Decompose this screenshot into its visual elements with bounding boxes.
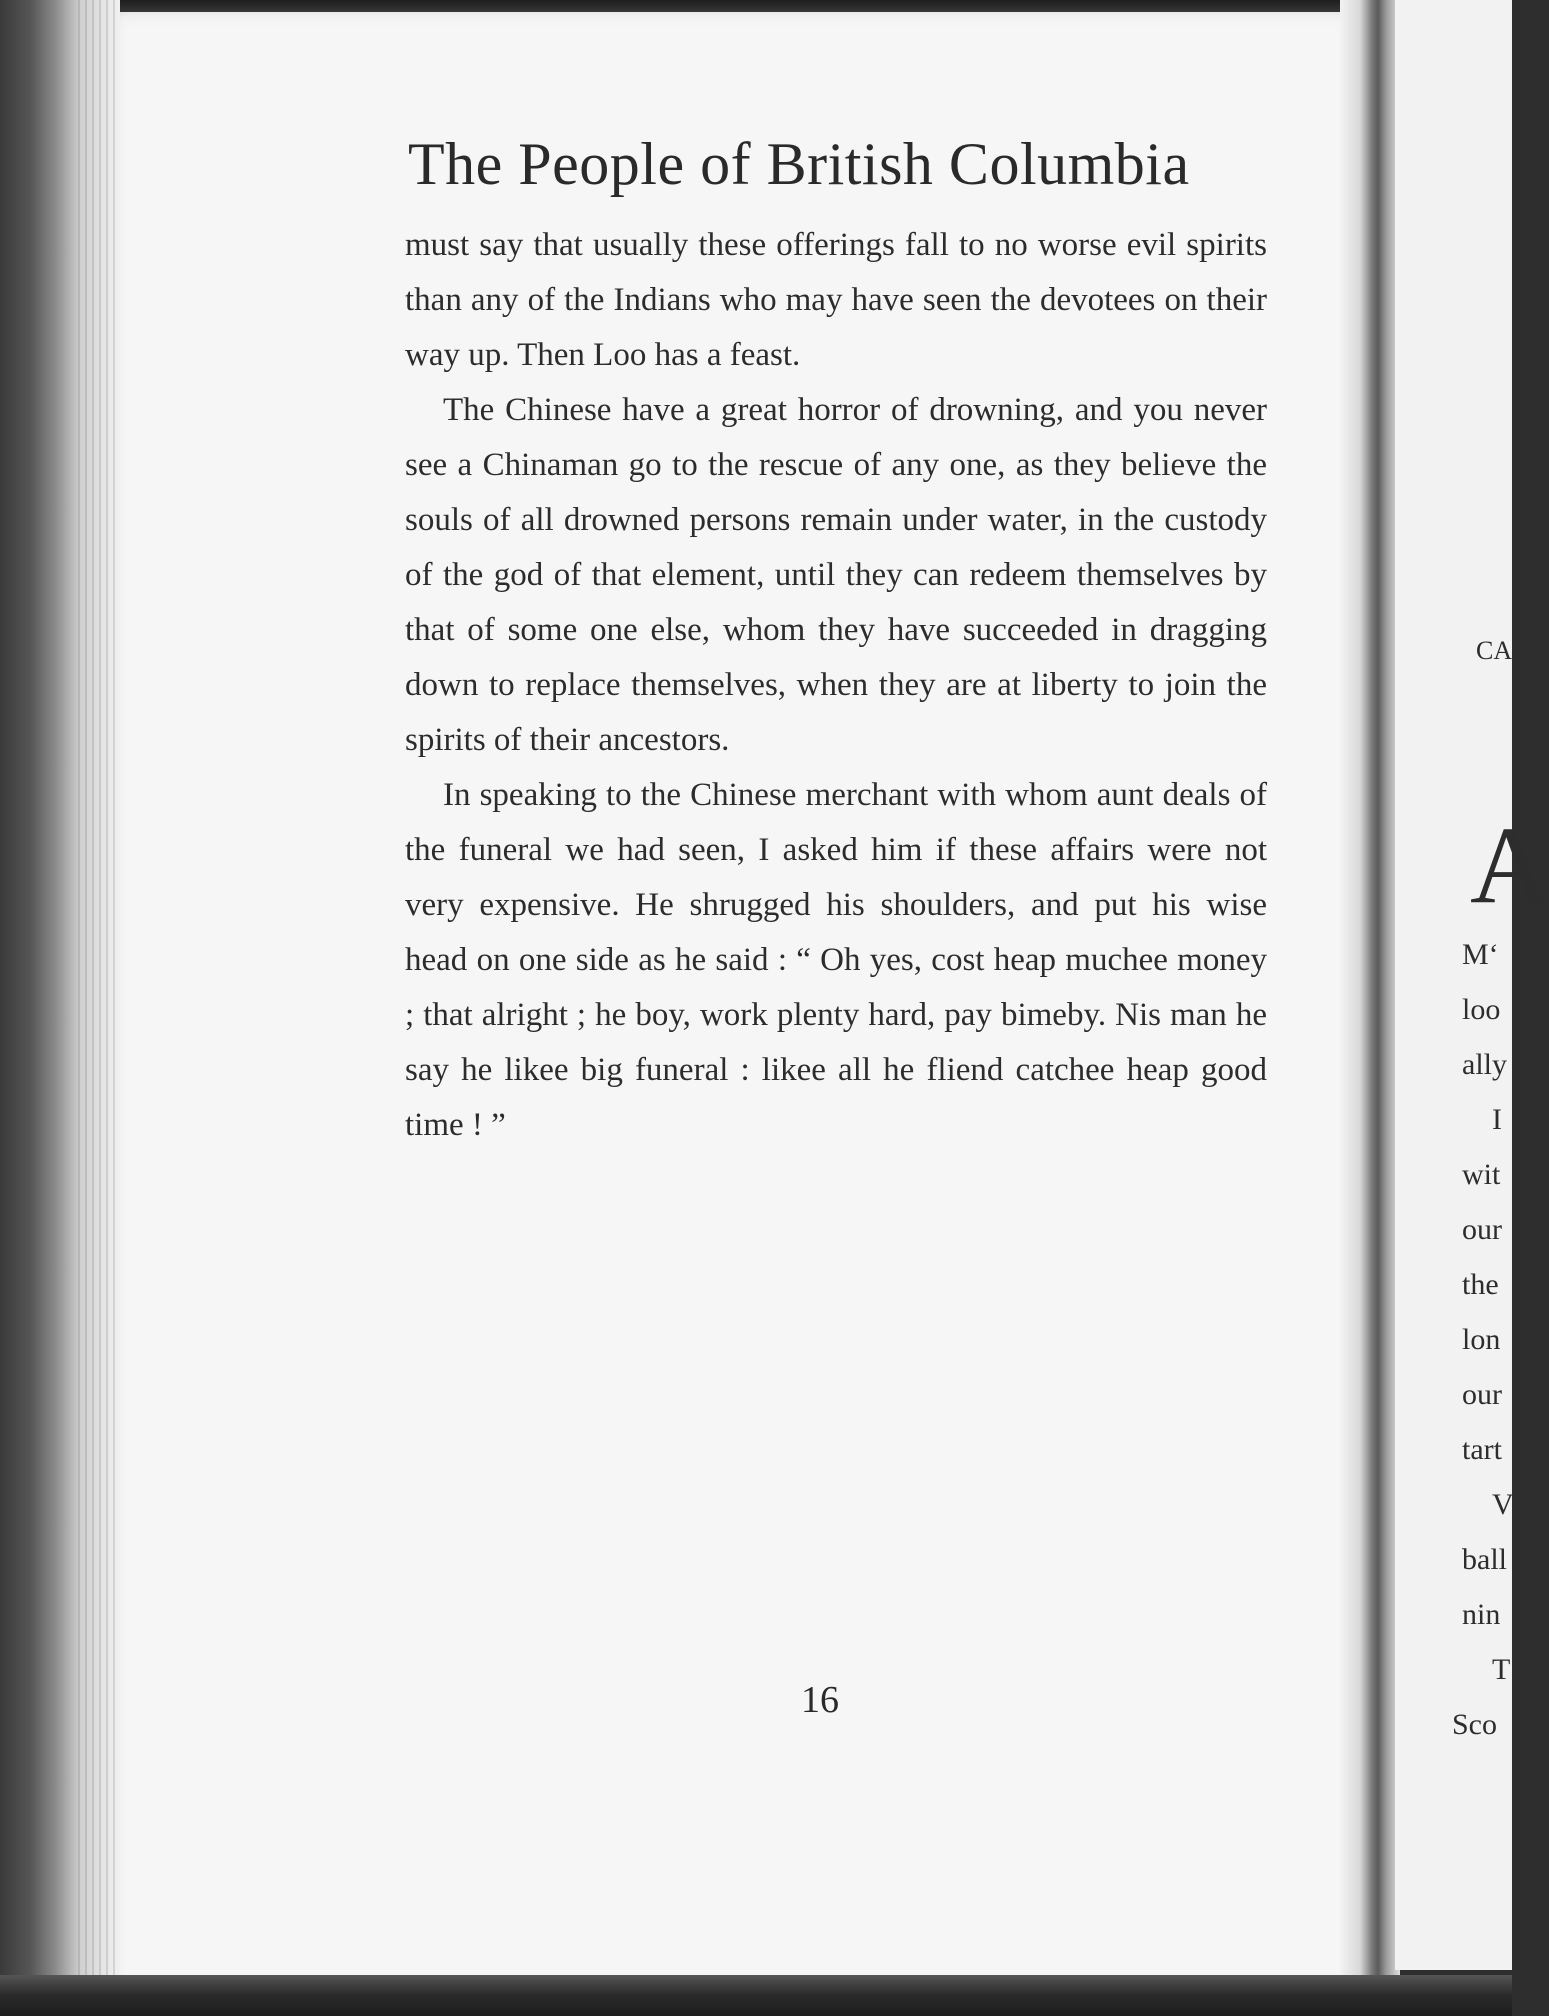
right-page-line-fragment: ball — [1462, 1543, 1507, 1576]
right-page-line-fragment: the — [1462, 1268, 1499, 1301]
right-page-line-fragment: ally — [1462, 1048, 1507, 1081]
right-page-line-fragment: T — [1492, 1653, 1511, 1686]
paragraph-1: must say that usually these offerings fall to no worse evil spirits than any of the Indians who may have seen the devotees on their way up. Then Loo has a feast. — [405, 227, 1267, 373]
page-edges — [78, 0, 118, 2016]
right-page-heading-fragment: CA — [1476, 636, 1513, 665]
book-gutter — [1340, 0, 1400, 2016]
right-page-line-fragment: our — [1462, 1378, 1502, 1411]
running-head: The People of British Columbia — [408, 131, 1190, 197]
scan-bottom-border — [0, 1975, 1512, 2016]
right-page-line-fragment: lon — [1462, 1323, 1501, 1356]
body-text — [405, 218, 1267, 1153]
right-page-line-fragment: nin — [1462, 1598, 1501, 1631]
page-number: 16 — [801, 1679, 839, 1721]
right-page-line-fragment: wit — [1462, 1158, 1501, 1191]
right-page-line-fragment: Sco — [1452, 1708, 1497, 1741]
right-page-line-fragment: I — [1492, 1103, 1502, 1136]
paragraph-2: The Chinese have a great horror of drowning, and you never see a Chinaman go to the rescue of any one, as they believe the souls of all drowned persons remain under water, in the custody of the god of that element, until they can redeem themselves by that of some one else, whom they have succeeded in dragging down to replace themselves, when they are at liberty to join the spirits of their ancestors. — [405, 392, 1267, 758]
right-page-line-fragment: M‘ — [1462, 938, 1499, 971]
paragraph-3: In speaking to the Chinese merchant with whom aunt deals of the funeral we had seen, I asked him if these affairs were not very expensive. He shrugged his shoulders, and put his wise head on one side as he said : “ Oh yes, cost heap muchee money ; that alright ; he boy, work plenty hard, pay bimeby. Nis man he say he likee big funeral : likee all he fliend catchee heap good time ! ” — [405, 777, 1267, 1143]
right-page-line-fragment: our — [1462, 1213, 1502, 1246]
right-page-line-fragment: V — [1492, 1488, 1514, 1521]
right-page-dropcap-fragment: A — [1470, 804, 1549, 926]
right-page-line-fragment: tart — [1462, 1433, 1502, 1466]
right-page-line-fragment: loo — [1462, 993, 1501, 1026]
